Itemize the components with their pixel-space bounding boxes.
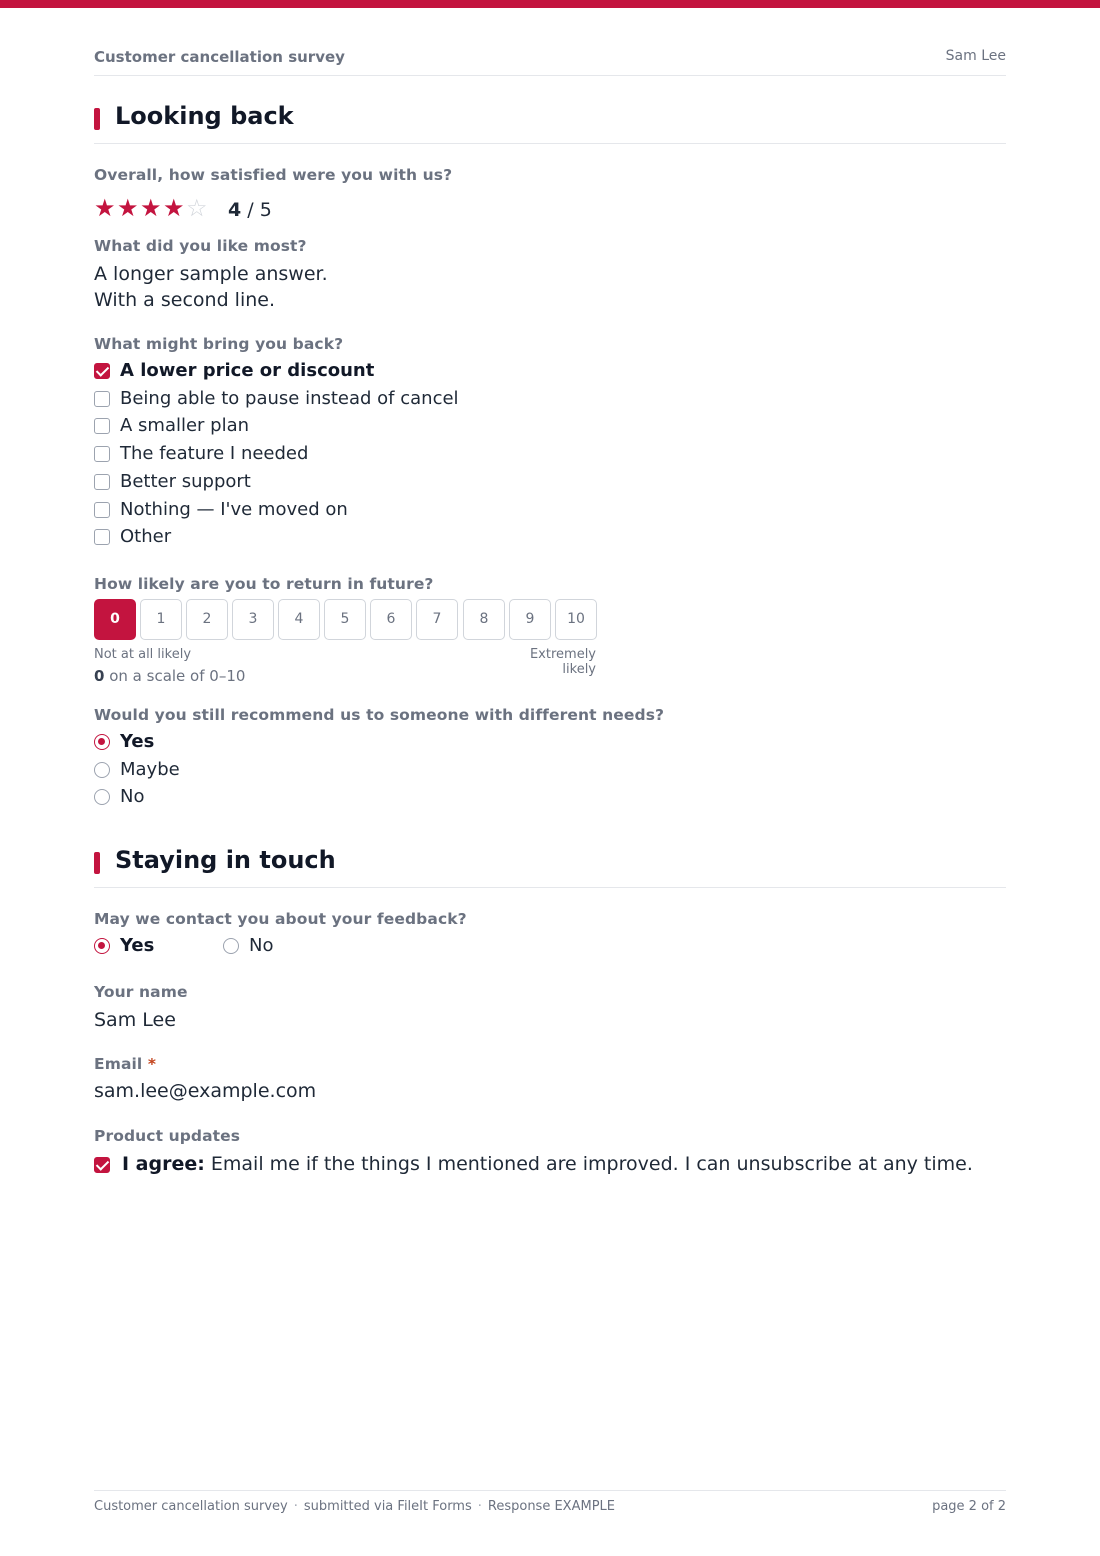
rating-score: 4	[228, 199, 242, 221]
scale-low-label: Not at all likely	[94, 647, 192, 662]
scale-summary-text: on a scale of 0–10	[109, 667, 246, 685]
footer-separator: ·	[477, 1499, 482, 1514]
footer-separator: ·	[293, 1499, 298, 1514]
star-filled-icon: ★	[94, 194, 116, 222]
footer-survey: Customer cancellation survey	[94, 1499, 288, 1514]
option-label: Nothing — I've moved on	[120, 499, 348, 520]
top-accent-bar	[0, 0, 1100, 8]
respondent-name: Sam Lee	[945, 48, 1006, 64]
option-label: No	[120, 786, 145, 807]
radio-selected-icon	[94, 734, 110, 750]
radio-selected-icon	[94, 938, 110, 954]
scale-option-3[interactable]: 3	[232, 599, 274, 640]
required-marker: *	[147, 1055, 157, 1073]
footer-via: submitted via FileIt Forms	[303, 1499, 472, 1514]
agree-text: Email me if the things I mentioned are improved. I can unsubscribe at any time.	[204, 1153, 973, 1175]
rating-max: / 5	[247, 199, 272, 221]
page-footer	[94, 1490, 1006, 1520]
scale-option-2[interactable]: 2	[186, 599, 228, 640]
scale-summary	[94, 667, 245, 685]
radio-unselected-icon	[94, 789, 110, 805]
checkbox-unchecked-icon	[94, 529, 110, 545]
question-contact: May we contact you about your feedback?	[94, 910, 467, 928]
star-filled-icon: ★	[140, 194, 162, 222]
scale-option-4[interactable]: 4	[278, 599, 320, 640]
question-likely-return: How likely are you to return in future?	[94, 575, 434, 593]
checkbox-unchecked-icon	[94, 418, 110, 434]
scale-option-10[interactable]: 10	[555, 599, 597, 640]
checkbox-unchecked-icon	[94, 502, 110, 518]
email-label-text: Email	[94, 1055, 143, 1073]
email-value: sam.lee@example.com	[94, 1080, 317, 1102]
star-empty-icon: ☆	[186, 194, 208, 222]
answer-liked-line1: A longer sample answer.	[94, 263, 328, 285]
scale-option-5[interactable]: 5	[324, 599, 366, 640]
footer-info	[94, 1499, 615, 1514]
option-label: No	[249, 935, 274, 956]
checkbox-checked-icon	[94, 363, 110, 379]
checkbox-unchecked-icon	[94, 446, 110, 462]
scale-option-1[interactable]: 1	[140, 599, 182, 640]
scale-option-9[interactable]: 9	[509, 599, 551, 640]
scale-high-label: Extremely likely	[529, 647, 596, 677]
option-label: A smaller plan	[120, 415, 250, 436]
question-bring-back: What might bring you back?	[94, 335, 344, 353]
scale-option-7[interactable]: 7	[416, 599, 458, 640]
section-heading-staying-in-touch	[94, 846, 1006, 888]
scale-summary-value: 0	[94, 667, 105, 685]
section-title: Staying in touch	[115, 846, 336, 874]
label-your-name: Your name	[94, 983, 188, 1001]
checkbox-unchecked-icon	[94, 474, 110, 490]
option-label: Other	[120, 526, 172, 547]
radio-unselected-icon	[223, 938, 239, 954]
label-email	[94, 1055, 156, 1073]
section-title: Looking back	[115, 102, 294, 130]
question-satisfaction: Overall, how satisfied were you with us?	[94, 166, 453, 184]
option-label: A lower price or discount	[120, 360, 375, 381]
radio-unselected-icon	[94, 762, 110, 778]
option-label: Yes	[120, 731, 155, 752]
survey-title: Customer cancellation survey	[94, 48, 345, 66]
option-label: The feature I needed	[120, 443, 309, 464]
star-filled-icon: ★	[117, 194, 139, 222]
name-value: Sam Lee	[94, 1009, 176, 1031]
option-label: Being able to pause instead of cancel	[120, 388, 459, 409]
footer-response: Response EXAMPLE	[487, 1499, 615, 1514]
checkbox-unchecked-icon	[94, 391, 110, 407]
scale-option-0[interactable]: 0	[94, 599, 136, 640]
option-label: Better support	[120, 471, 251, 492]
option-label: Maybe	[120, 759, 180, 780]
scale-option-8[interactable]: 8	[463, 599, 505, 640]
label-product-updates: Product updates	[94, 1127, 241, 1145]
rating-value	[228, 199, 272, 221]
question-liked: What did you like most?	[94, 237, 307, 255]
star-filled-icon: ★	[163, 194, 185, 222]
checkbox-checked-icon	[94, 1157, 110, 1173]
scale-option-6[interactable]: 6	[370, 599, 412, 640]
section-heading-looking-back	[94, 102, 1006, 144]
section-accent-bar	[94, 108, 100, 130]
agree-label	[122, 1151, 973, 1177]
page-header	[94, 48, 1006, 76]
section-accent-bar	[94, 852, 100, 874]
question-recommend: Would you still recommend us to someone with different needs?	[94, 706, 665, 724]
answer-liked-line2: With a second line.	[94, 289, 275, 311]
agree-bold: I agree:	[122, 1153, 205, 1175]
option-label: Yes	[120, 935, 155, 956]
page-number: page 2 of 2	[932, 1499, 1006, 1514]
